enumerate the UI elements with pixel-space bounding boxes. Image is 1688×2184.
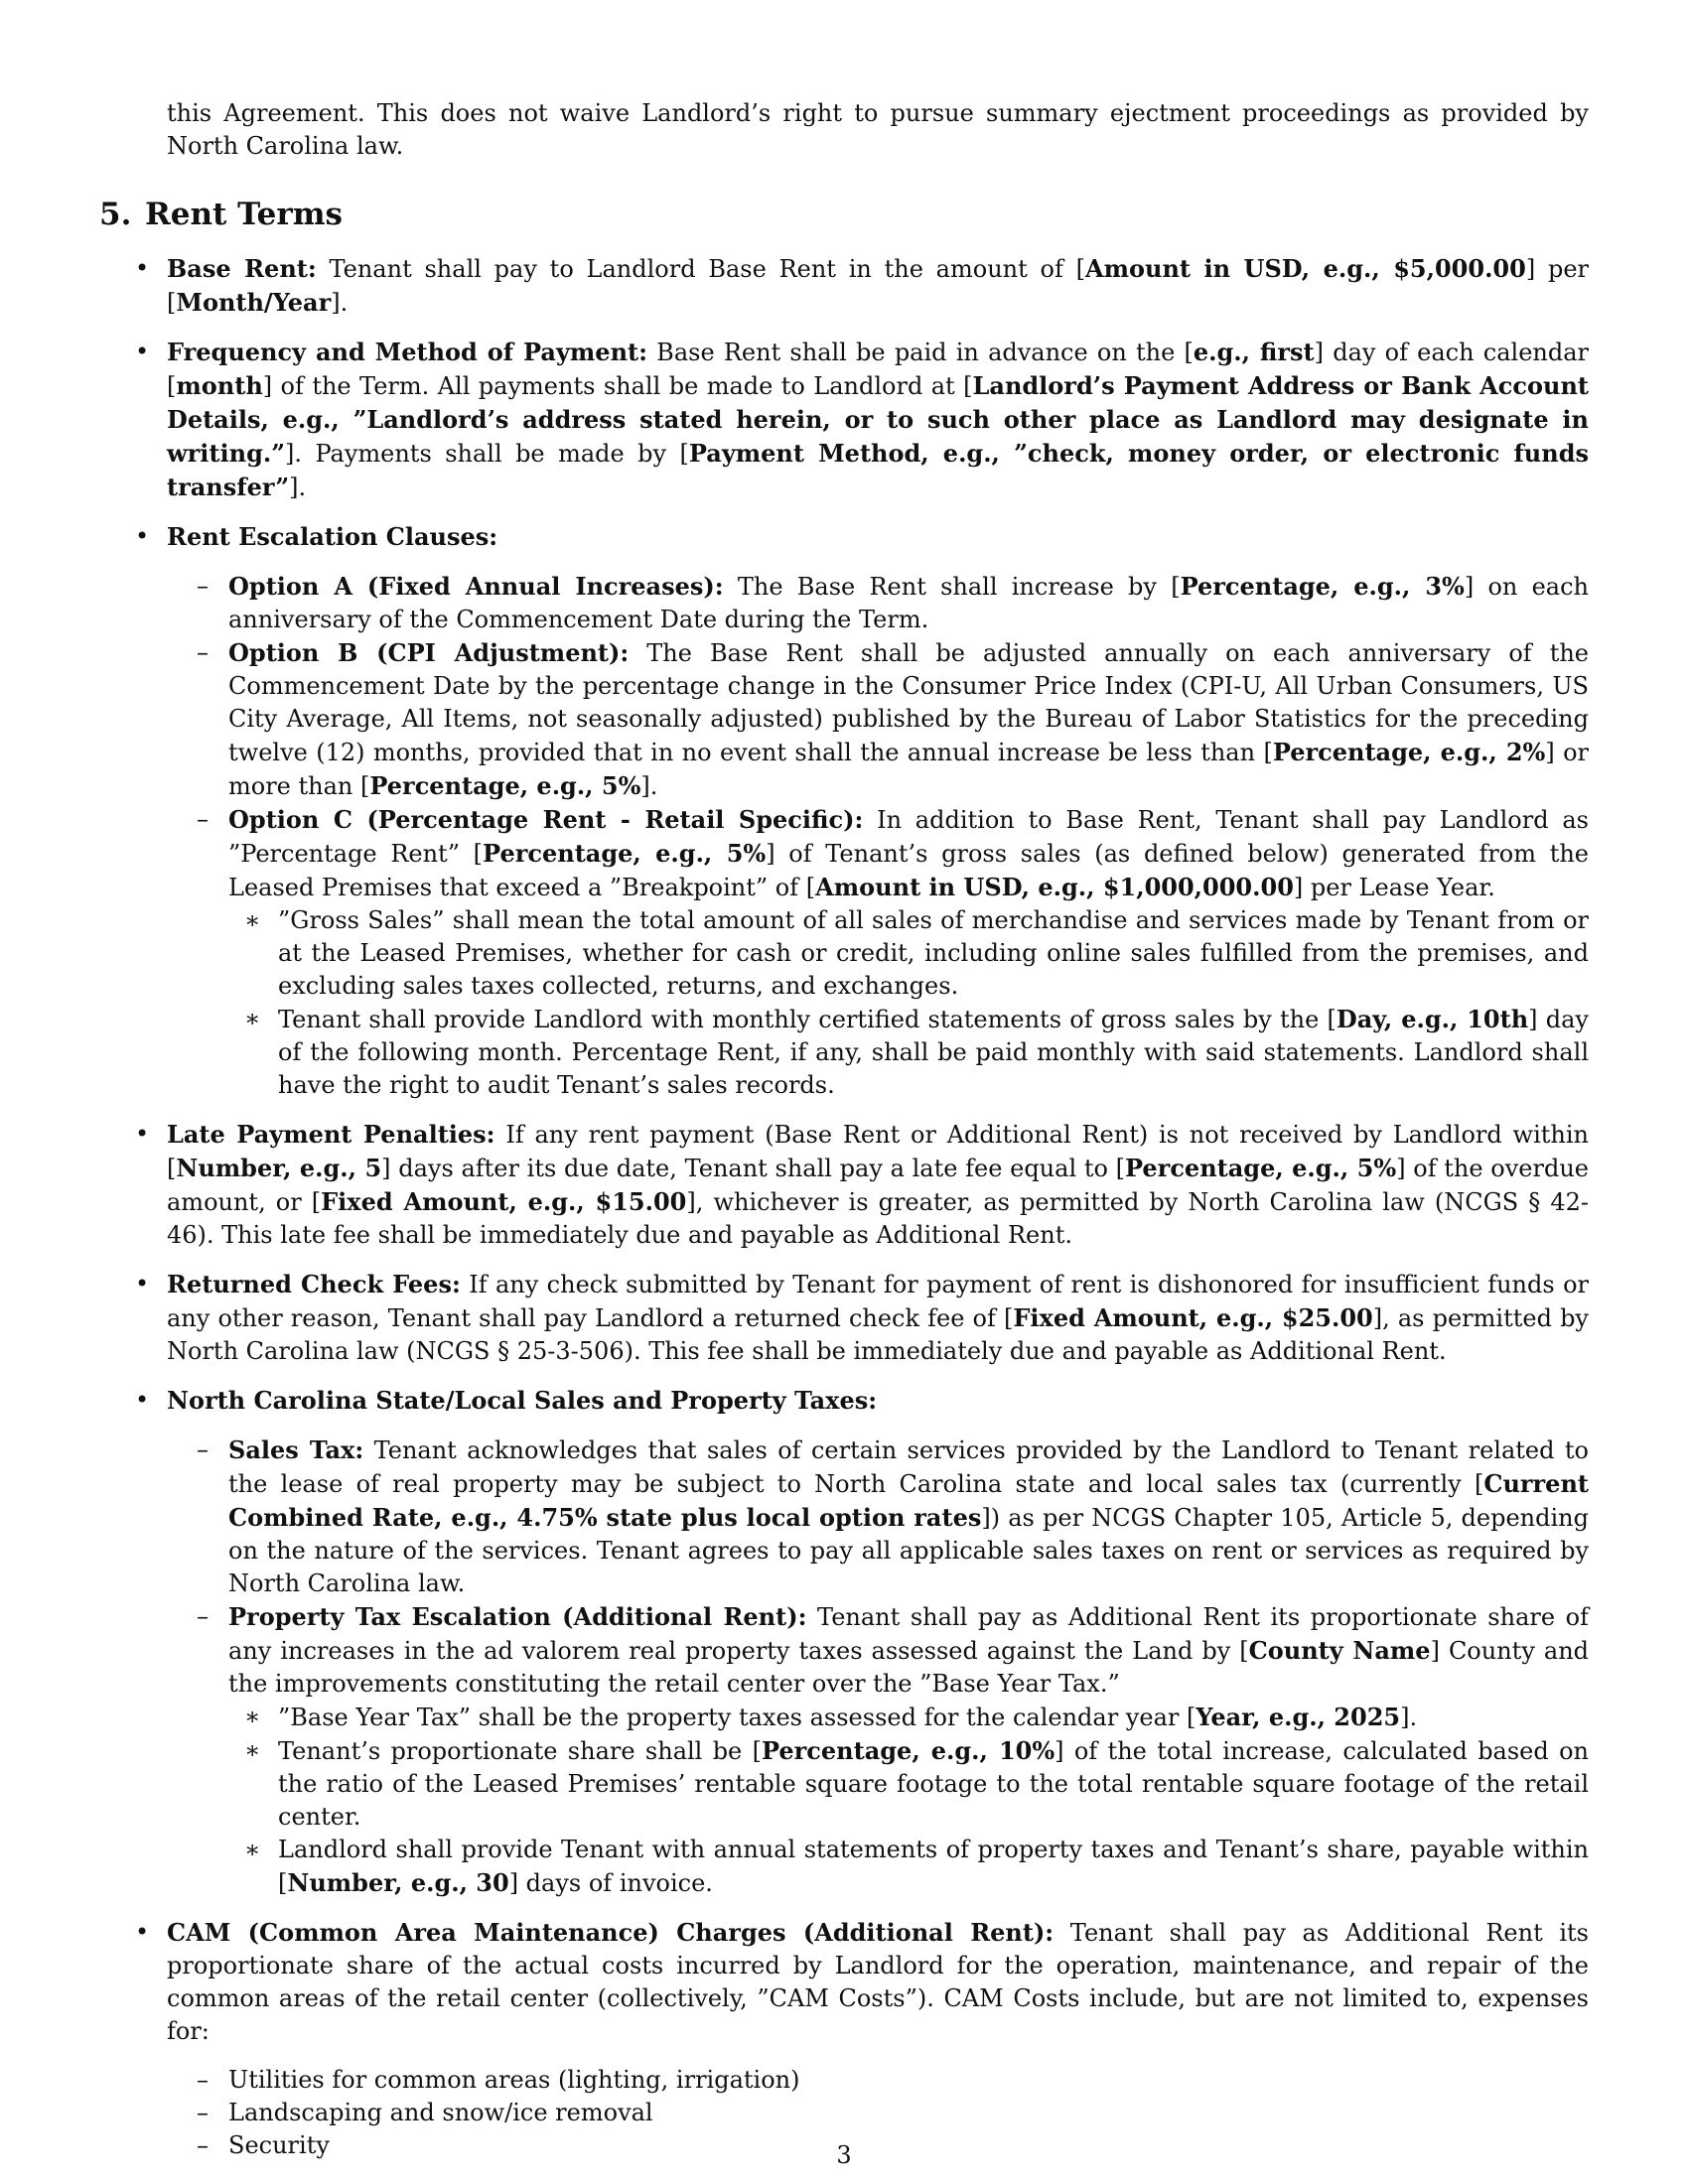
late-payment-label: Late Payment Penalties:: [167, 1120, 495, 1149]
list-item-taxes: [99, 1384, 1589, 1900]
list-item-cam: • CAM (Common Area Maintenance) Charges (Additional Rent): Tenant shall pay as Additional Rent its proportionate share of the actual costs incurred by Landlord for the operation, maintenance, and repair of the common areas of the retail center (collectively, ”CAM Costs”). CAM Costs include, but are not limited to, expenses for: – Utilities for common areas (lighting, irrigation) – Landscaping and snow/ice removal – Security: [99, 1916, 1589, 2162]
list-item-late-payment: • Late Payment Penalties: If any rent payment (Base Rent or Additional Rent) is not received by Landlord within [Number, e.g., 5] days after its due date, Tenant shall pay a late fee equal to [Percentage, e.g., 5%] of the overdue amount, or [Fixed Amount, e.g., $15.00], whichever is greater, as permitted by North Carolina law (NCGS § 42-46). This late fee shall be immediately due and payable as Additional Rent.: [99, 1118, 1589, 1252]
returned-check-label: Returned Check Fees:: [167, 1270, 461, 1298]
property-tax-escalation: – Property Tax Escalation (Additional Rent): Tenant shall pay as Additional Rent its proportionate share of any increases in the ad valorem real property taxes assessed against the Land by [County Name] County and the improvements constituting the retail center over the ”Base Year Tax.” ∗ ”Base Year Tax” shall be the property taxes assessed for the calendar year [Year, e.g., 2025]. ∗ Tenant’s proportionate share shall be [Percentage, e.g., 10%] of the total increase, calculated based on the ratio of the Leased Premises’ rentable square footage to the total rentable square footage of the retail center. ∗ Landlord shall provide Tenant with annual statements of property taxes and Tenant’s share, payable within [Number, e.g., 30] days of invoice.: [167, 1600, 1589, 1900]
taxes-label: North Carolina State/Local Sales and Property Taxes:: [167, 1386, 878, 1415]
page-number: 3: [836, 2141, 852, 2169]
escalation-options-list: [167, 570, 1589, 1102]
frequency-label: Frequency and Method of Payment:: [167, 338, 647, 366]
list-item-frequency: • Frequency and Method of Payment: Base Rent shall be paid in advance on the [e.g., first] day of each calendar [month] of the Term. All payments shall be made to Landlord at [Landlord’s Payment Address or Bank Account Details, e.g., ”Landlord’s address stated herein, or to such other place as Landlord may designate in writing.”]. Payments shall be made by [Payment Method, e.g., ”check, money order, or electronic funds transfer”].: [99, 336, 1589, 504]
page-content: [99, 97, 1589, 2178]
cam-item: – Landscaping and snow/ice removal: [167, 2097, 1589, 2129]
sales-statements: ∗ Tenant shall provide Landlord with monthly certified statements of gross sales by the [Day, e.g., 10th] day of the following month. Percentage Rent, if any, shall be paid monthly with said statements. Landlord shall have the right to audit Tenant’s sales records.: [228, 1003, 1589, 1102]
list-item-base-rent: • Base Rent: Tenant shall pay to Landlord Base Rent in the amount of [Amount in USD, e.g., $5,000.00] per [Month/Year].: [99, 252, 1589, 320]
rent-terms-list: [99, 252, 1589, 2162]
cam-item: – Utilities for common areas (lighting, irrigation): [167, 2064, 1589, 2097]
list-item-returned-check: • Returned Check Fees: If any check submitted by Tenant for payment of rent is dishonored for insufficient funds or any other reason, Tenant shall pay Landlord a returned check fee of [Fixed Amount, e.g., $25.00], as permitted by North Carolina law (NCGS § 25-3-506). This fee shall be immediately due and payable as Additional Rent.: [99, 1268, 1589, 1368]
section-title: Rent Terms: [145, 197, 343, 232]
gross-sales-definition: ∗ ”Gross Sales” shall mean the total amount of all sales of merchandise and services made by Tenant from or at the Leased Premises, whether for cash or credit, including online sales fulfilled from the premises, and excluding sales taxes collected, returns, and exchanges.: [228, 904, 1589, 1003]
option-c-sublist: [228, 904, 1589, 1102]
cam-item: – Security: [167, 2129, 1589, 2162]
base-year-tax: ∗ ”Base Year Tax” shall be the property taxes assessed for the calendar year [Year, e.g., 2025].: [228, 1701, 1589, 1734]
section-number: 5.: [99, 197, 132, 232]
proportionate-share: ∗ Tenant’s proportionate share shall be [Percentage, e.g., 10%] of the total increase, calculated based on the ratio of the Leased Premises’ rentable square footage to the total rentable square footage of the retail center.: [228, 1734, 1589, 1834]
taxes-sublist: [167, 1433, 1589, 1900]
property-tax-sublist: [228, 1701, 1589, 1900]
annual-statements: ∗ Landlord shall provide Tenant with annual statements of property taxes and Tenant’s share, payable within [Number, e.g., 30] days of invoice.: [228, 1834, 1589, 1900]
section-heading: [99, 195, 1589, 234]
option-b: – Option B (CPI Adjustment): The Base Rent shall be adjusted annually on each anniversary of the Commencement Date by the percentage change in the Consumer Price Index (CPI-U, All Urban Consumers, US City Average, All Items, not seasonally adjusted) published by the Bureau of Labor Statistics for the preceding twelve (12) months, provided that in no event shall the annual increase be less than [Percentage, e.g., 2%] or more than [Percentage, e.g., 5%].: [167, 636, 1589, 803]
continued-paragraph: this Agreement. This does not waive Landlord’s right to pursue summary ejectment proceedings as provided by North Carolina law.: [167, 99, 1589, 160]
base-rent-label: Base Rent:: [167, 254, 317, 283]
option-a: – Option A (Fixed Annual Increases): The Base Rent shall increase by [Percentage, e.g., 3%] on each anniversary of the Commencement Date during the Term.: [167, 570, 1589, 636]
sales-tax: – Sales Tax: Tenant acknowledges that sales of certain services provided by the Landlord to Tenant related to the lease of real property may be subject to North Carolina state and local sales tax (currently [Current Combined Rate, e.g., 4.75% state plus local option rates]) as per NCGS Chapter 105, Article 5, depending on the nature of the services. Tenant agrees to pay all applicable sales taxes on rent or services as required by North Carolina law.: [167, 1433, 1589, 1600]
escalation-label: Rent Escalation Clauses:: [167, 522, 498, 551]
list-item-escalation: [99, 520, 1589, 1102]
cam-label: CAM (Common Area Maintenance) Charges (Additional Rent):: [167, 1918, 1055, 1947]
option-c: – Option C (Percentage Rent - Retail Specific): In addition to Base Rent, Tenant shall pay Landlord as ”Percentage Rent” [Percentage, e.g., 5%] of Tenant’s gross sales (as defined below) generated from the Leased Premises that exceed a ”Breakpoint” of [Amount in USD, e.g., $1,000,000.00] per Lease Year. ∗ ”Gross Sales” shall mean the total amount of all sales of merchandise and services made by Tenant from or at the Leased Premises, whether for cash or credit, including online sales fulfilled from the premises, and excluding sales taxes collected, returns, and exchanges. ∗ Tenant shall provide Landlord with monthly certified statements of gross sales by the [Day, e.g., 10th] day of the following month. Percentage Rent, if any, shall be paid monthly with said statements. Landlord shall have the right to audit Tenant’s sales records.: [167, 803, 1589, 1102]
